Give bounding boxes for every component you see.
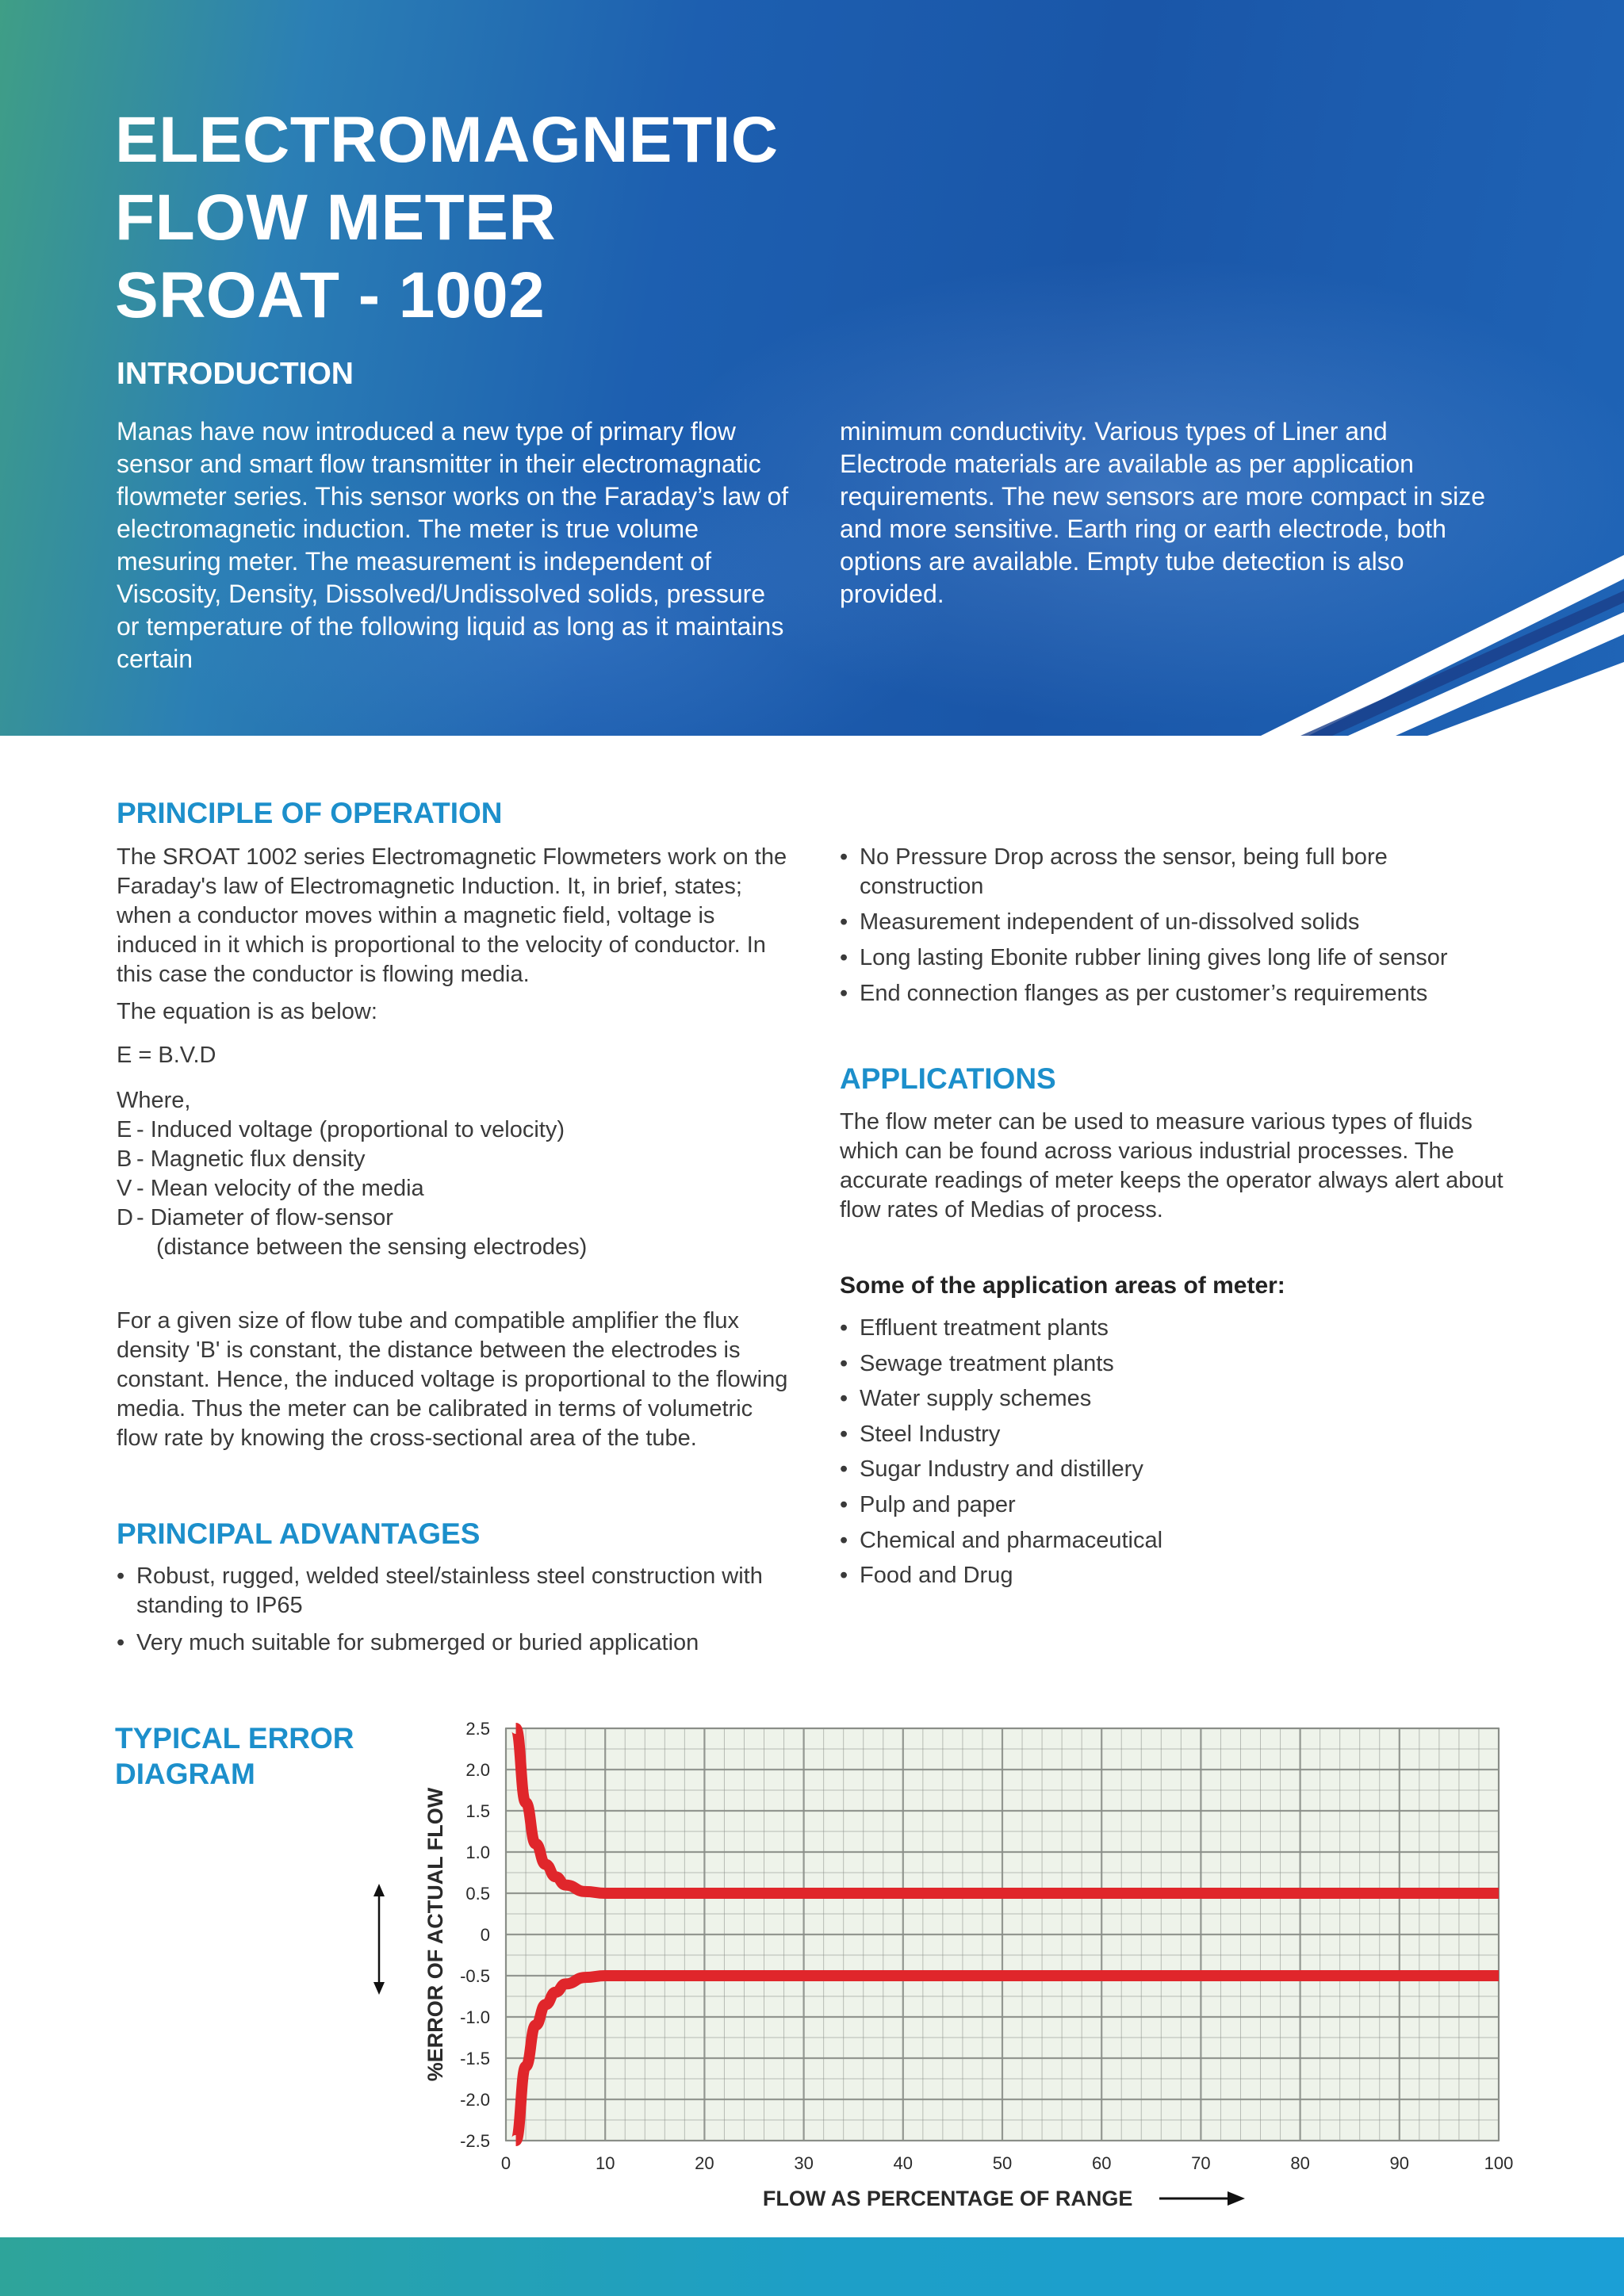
principle-paragraph: The SROAT 1002 series Electromagnetic Flowmeters work on the Faraday's law of Electromagnetic Induction. It, in brief, states; when a conductor moves within a magnetic field, voltage is induced in it which is proportional to the velocity of conductor. In this case the conductor is flowing media. xyxy=(117,844,787,987)
product-title xyxy=(115,101,779,335)
title-line-3: SROAT - 1002 xyxy=(115,259,546,331)
hero-banner xyxy=(0,0,1624,736)
term-d-note xyxy=(117,1233,791,1262)
term-symbol: D xyxy=(117,1205,133,1230)
x-axis-arrowhead-icon xyxy=(1228,2191,1245,2206)
list-item: • Effluent treatment plants xyxy=(840,1311,1498,1346)
term-note: (distance between the sensing electrodes) xyxy=(156,1234,588,1260)
list-item: • Food and Drug xyxy=(840,1558,1498,1594)
x-tick-label: 50 xyxy=(992,2153,1013,2173)
y-tick-label: 2.5 xyxy=(465,1719,490,1739)
x-tick-label: 20 xyxy=(695,2153,714,2173)
y-tick-label: 1.5 xyxy=(465,1801,490,1821)
y-tick-label: 2.0 xyxy=(465,1760,490,1780)
intro-text-left: Manas have now introduced a new type of primary flow sensor and smart flow transmitter in their electromagnatic flowmeter series. This sensor works on the Faraday’s law of electromagnetic induction. The meter is true volume mesuring meter. The measurement is independent of Viscosity, Density, Dissolved/Undissolved solids, pressure or temperature of the following liquid as long as it maintains certain xyxy=(117,417,789,673)
term-b xyxy=(117,1145,791,1174)
title-line-2: FLOW METER xyxy=(115,182,557,254)
list-item: • Very much suitable for submerged or buried application xyxy=(117,1628,775,1658)
list-item: • Sugar Industry and distillery xyxy=(840,1452,1498,1487)
error-diagram-chart xyxy=(365,1712,1522,2212)
equation-intro: The equation is as below: xyxy=(117,999,377,1024)
term-description: - Induced voltage (proportional to velocity) xyxy=(136,1117,565,1142)
y-tick-label: -2.0 xyxy=(460,2090,490,2110)
title-line-1: ELECTROMAGNETIC xyxy=(115,104,779,176)
equation: E = B.V.D xyxy=(117,1043,216,1068)
applications-paragraph: The flow meter can be used to measure various types of fluids which can be found across various industrial processes. The accurate readings of meter keeps the operator always alert about flow rates of Medias of process. xyxy=(840,1109,1503,1223)
term-e xyxy=(117,1115,791,1145)
term-description: - Mean velocity of the media xyxy=(136,1176,424,1201)
y-tick-label: 0 xyxy=(480,1925,490,1945)
term-description: - Diameter of flow-sensor xyxy=(136,1205,393,1230)
x-axis-label: FLOW AS PERCENTAGE OF RANGE xyxy=(762,2187,1133,2210)
term-description: - Magnetic flux density xyxy=(136,1146,366,1172)
list-item: • Pulp and paper xyxy=(840,1487,1498,1523)
x-tick-label: 70 xyxy=(1191,2153,1211,2173)
list-item: • Measurement independent of un-dissolved solids xyxy=(840,908,1498,937)
x-tick-label: 60 xyxy=(1091,2153,1112,2173)
y-axis-arrowhead-up-icon xyxy=(373,1884,385,1896)
list-item: • Long lasting Ebonite rubber lining gives long life of sensor xyxy=(840,943,1498,973)
term-symbol: B xyxy=(117,1146,132,1172)
applications-subheading: Some of the application areas of meter: xyxy=(840,1272,1285,1299)
list-item: • Robust, rugged, welded steel/stainless steel construction with standing to IP65 xyxy=(117,1562,775,1621)
term-symbol: E xyxy=(117,1117,132,1142)
term-symbol: V xyxy=(117,1176,132,1201)
term-v xyxy=(117,1174,791,1203)
y-axis-label: %ERROR OF ACTUAL FLOW xyxy=(423,1787,447,2082)
principle-paragraph-2: For a given size of flow tube and compatible amplifier the flux density 'B' is constant, the distance between the electrodes is constant. Hence, the induced voltage is proportional to the flowing media. Thus the meter can be calibrated in terms of volumetric flow rate by knowing the cross-sectional area of the tube. xyxy=(117,1308,788,1451)
x-tick-label: 0 xyxy=(500,2153,511,2173)
x-tick-label: 90 xyxy=(1389,2153,1410,2173)
advantages-list-right xyxy=(840,843,1498,1008)
list-item: • No Pressure Drop across the sensor, being full bore construction xyxy=(840,843,1498,901)
intro-heading: INTRODUCTION xyxy=(117,357,354,391)
list-item: • End connection flanges as per customer’s requirements xyxy=(840,979,1498,1008)
applications-list xyxy=(840,1311,1498,1594)
y-tick-label: 0.5 xyxy=(465,1884,490,1904)
chart-title-line-1: TYPICAL ERROR xyxy=(115,1722,354,1755)
equation-terms xyxy=(117,1115,791,1262)
intro-text-right: minimum conductivity. Various types of Liner and Electrode materials are available as per application requirements. The new sensors are more compact in size and more sensitive. Earth ring or earth electrode, both options are available. Empty tube detection is also provided. xyxy=(840,417,1485,608)
y-tick-label: -0.5 xyxy=(460,1966,490,1986)
advantages-heading: PRINCIPAL ADVANTAGES xyxy=(117,1517,481,1550)
term-d xyxy=(117,1203,791,1233)
where-label: Where, xyxy=(117,1088,191,1113)
list-item: • Steel Industry xyxy=(840,1417,1498,1452)
y-tick-label: -2.5 xyxy=(460,2131,490,2151)
footer-bar xyxy=(0,2237,1624,2296)
list-item: • Water supply schemes xyxy=(840,1381,1498,1417)
y-tick-label: -1.0 xyxy=(460,2007,490,2027)
y-tick-label: -1.5 xyxy=(460,2049,490,2068)
principle-heading: PRINCIPLE OF OPERATION xyxy=(117,797,503,829)
chart-title xyxy=(115,1720,354,1792)
y-tick-label: 1.0 xyxy=(465,1843,490,1862)
list-item: • Chemical and pharmaceutical xyxy=(840,1523,1498,1559)
x-tick-label: 100 xyxy=(1484,2153,1514,2173)
chart-title-line-2: DIAGRAM xyxy=(115,1758,255,1790)
x-tick-label: 30 xyxy=(794,2153,814,2173)
x-tick-label: 40 xyxy=(893,2153,914,2173)
y-axis-arrowhead-down-icon xyxy=(373,1982,385,1995)
advantages-list-left xyxy=(117,1562,775,1658)
x-tick-label: 10 xyxy=(595,2153,615,2173)
applications-heading: APPLICATIONS xyxy=(840,1062,1056,1095)
x-tick-label: 80 xyxy=(1290,2153,1310,2173)
list-item: • Sewage treatment plants xyxy=(840,1346,1498,1382)
